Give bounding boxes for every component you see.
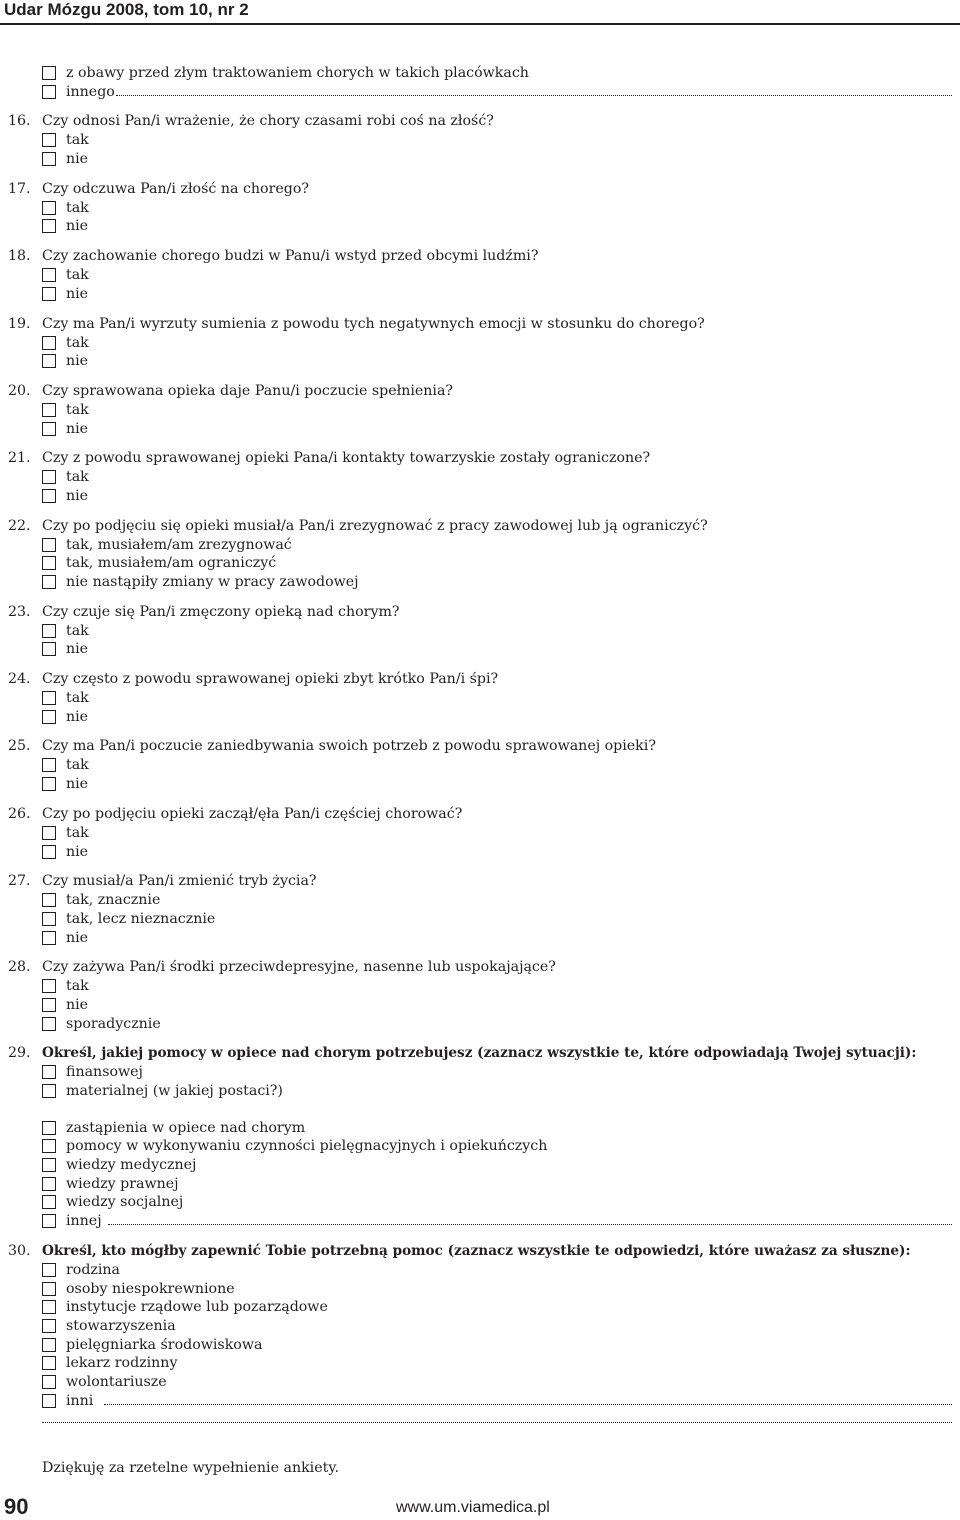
answer-option[interactable] [0,536,960,555]
option-label: pielęgniarka środowiskowa [66,1336,263,1353]
option-label: nie [66,843,89,860]
answer-option[interactable] [0,996,960,1015]
answer-option[interactable] [0,352,960,371]
option-label: nie [66,641,89,658]
question-26 [0,805,960,861]
question-22 [0,517,960,592]
option-label: instytucje rządowe lub pozarządowe [66,1299,328,1316]
option-label: wolontariusze [66,1373,167,1390]
answer-option[interactable] [0,217,960,236]
question-number: 29. [8,1045,31,1062]
question-19 [0,315,960,371]
checkbox[interactable] [42,152,56,166]
question-27 [0,872,960,947]
question-number: 23. [8,603,31,620]
option-label: nie [66,996,89,1013]
checkbox[interactable] [42,1084,56,1098]
option-label: materialnej (w jakiej postaci?) [66,1083,283,1099]
answer-option[interactable] [0,64,960,83]
option-label: pomocy w wykonywaniu czynności pielęgnacyjnych i opiekuńczych [66,1138,548,1155]
option-label: finansowej [66,1064,143,1081]
checkbox[interactable] [42,422,56,436]
checkbox[interactable] [42,1158,56,1172]
answer-option[interactable] [0,1063,960,1082]
question-line [0,315,960,334]
checkbox[interactable] [42,691,56,705]
answer-option[interactable] [0,1015,960,1034]
option-label: tak [66,690,89,707]
question-line [0,382,960,401]
journal-title: Udar Mózgu 2008, tom 10, nr 2 [4,0,249,19]
checkbox[interactable] [42,1177,56,1191]
page-header [0,0,960,24]
question-number: 18. [8,248,31,265]
checkbox[interactable] [42,470,56,484]
checkbox[interactable] [42,1375,56,1389]
answer-option[interactable] [0,1373,960,1392]
checkbox[interactable] [42,66,56,80]
question-line [0,112,960,131]
answer-option[interactable] [0,1354,960,1373]
option-label: tak [66,622,89,639]
question-text: Czy często z powodu sprawowanej opieki zbyt krótko Pan/i śpi? [42,671,499,688]
checkbox[interactable] [42,403,56,417]
answer-option[interactable] [0,150,960,169]
answer-option[interactable] [0,775,960,794]
checkbox[interactable] [42,998,56,1012]
answer-option[interactable] [0,199,960,218]
checkbox[interactable] [42,354,56,368]
question-line [0,449,960,468]
checkbox[interactable] [42,1394,56,1408]
option-label: nie [66,285,89,302]
thanks-note: Dziękuję za rzetelne wypełnienie ankiety. [42,1460,339,1476]
answer-option[interactable] [0,131,960,150]
answer-option[interactable] [0,1392,960,1411]
checkbox[interactable] [42,489,56,503]
question-text: Czy zażywa Pan/i środki przeciwdepresyjne, nasenne lub uspokajające? [42,959,556,976]
question-number: 20. [8,382,31,399]
option-label: nie [66,151,89,168]
dotted-answer-line[interactable] [116,95,952,96]
option-label: tak, znacznie [66,892,161,909]
question-20 [0,382,960,438]
answer-option[interactable] [0,689,960,708]
answer-option[interactable] [0,1193,960,1212]
question-25 [0,737,960,793]
answer-option[interactable] [0,1156,960,1175]
option-label: inni [66,1392,94,1409]
option-label: sporadycznie [66,1015,161,1032]
option-label: zastąpienia w opiece nad chorym [66,1119,306,1136]
option-label: nie [66,487,89,504]
answer-option[interactable] [0,708,960,727]
dotted-answer-line[interactable] [104,1404,952,1405]
option-label: nie nastąpiły zmiany w pracy zawodowej [66,574,359,590]
header-rule [0,23,960,25]
checkbox[interactable] [42,1139,56,1153]
question-text: Określ, kto mógłby zapewnić Tobie potrzebną pomoc (zaznacz wszystkie te odpowiedzi, które uważasz za słuszne): [42,1242,911,1259]
checkbox[interactable] [42,268,56,282]
question-text: Czy odnosi Pan/i wrażenie, że chory czasami robi coś na złość? [42,113,494,130]
option-label: tak [66,199,89,216]
checkbox[interactable] [42,1065,56,1079]
checkbox[interactable] [42,912,56,926]
checkbox[interactable] [42,85,56,99]
answer-option[interactable] [0,554,960,573]
question-28 [0,958,960,1033]
question-line [0,958,960,977]
question-text: Czy musiał/a Pan/i zmienić tryb życia? [42,873,317,890]
question-number: 30. [8,1242,31,1259]
question-number: 16. [8,113,31,130]
question-number: 24. [8,671,31,688]
question-17 [0,180,960,236]
option-label: z obawy przed złym traktowaniem chorych w takich placówkach [66,65,529,81]
dotted-answer-line-extra[interactable] [0,1410,960,1429]
checkbox[interactable] [42,1121,56,1135]
question-number: 27. [8,873,31,890]
checkbox[interactable] [42,219,56,233]
answer-option[interactable] [0,977,960,996]
question-line [0,737,960,756]
option-label: wiedzy medycznej [66,1157,197,1174]
option-label: innej [66,1213,102,1230]
answer-option[interactable] [0,1137,960,1156]
option-label: lekarz rodzinny [66,1355,178,1372]
question-text: Czy czuje się Pan/i zmęczony opieką nad chorym? [42,603,400,620]
question-text: Czy ma Pan/i wyrzuty sumienia z powodu tych negatywnych emocji w stosunku do chorego? [42,315,705,332]
checkbox[interactable] [42,556,56,570]
answer-option[interactable] [0,401,960,420]
option-label: tak [66,757,89,774]
checkbox[interactable] [42,201,56,215]
question-line [0,603,960,622]
option-label: tak [66,132,89,149]
question-line [0,247,960,266]
option-label: nie [66,776,89,793]
checkbox[interactable] [42,575,56,589]
answer-option[interactable] [0,1280,960,1299]
checkbox[interactable] [42,336,56,350]
option-label: osoby niespokrewnione [66,1280,235,1297]
answer-option[interactable] [0,83,960,102]
answer-option[interactable] [0,756,960,775]
option-label: tak [66,334,89,351]
question-text: Czy po podjęciu opieki zaczął/ęła Pan/i częściej chorować? [42,805,463,822]
option-label: tak, musiałem/am zrezygnować [66,536,292,553]
checkbox[interactable] [42,758,56,772]
answer-option[interactable] [0,843,960,862]
question-line [0,1044,960,1063]
checkbox[interactable] [42,1214,56,1228]
option-label: tak [66,469,89,486]
question-number: 17. [8,180,31,197]
option-label: nie [66,708,89,725]
answer-option[interactable] [0,910,960,929]
dotted-answer-line[interactable] [42,1422,952,1423]
answer-option[interactable] [0,1261,960,1280]
answer-option[interactable] [0,1212,960,1231]
question-text: Czy odczuwa Pan/i złość na chorego? [42,180,309,197]
answer-option[interactable] [0,640,960,659]
question-16 [0,112,960,168]
question-18 [0,247,960,303]
checkbox[interactable] [42,1338,56,1352]
question-text: Czy ma Pan/i poczucie zaniedbywania swoich potrzeb z powodu sprawowanej opieki? [42,738,656,755]
question-30 [0,1242,960,1429]
option-label: tak [66,824,89,841]
answer-option[interactable] [0,891,960,910]
option-label: rodzina [66,1261,121,1278]
question-21 [0,449,960,505]
answer-space [0,1101,960,1119]
checkbox[interactable] [42,1195,56,1209]
question-number: 26. [8,805,31,822]
dotted-answer-line[interactable] [108,1224,952,1225]
option-label: wiedzy socjalnej [66,1194,184,1211]
answer-option[interactable] [0,929,960,948]
option-label: innego [66,83,115,100]
option-label: stowarzyszenia [66,1317,176,1334]
answer-option[interactable] [0,1082,960,1101]
question-text: Określ, jakiej pomocy w opiece nad chorym potrzebujesz (zaznacz wszystkie te, które odpowiadają Twojej sytuacji): [42,1045,917,1062]
checkbox[interactable] [42,1017,56,1031]
question-line [0,517,960,536]
answer-option[interactable] [0,334,960,353]
question-text: Czy sprawowana opieka daje Panu/i poczucie spełnienia? [42,382,454,399]
checkbox[interactable] [42,1300,56,1314]
answer-option[interactable] [0,487,960,506]
answer-option[interactable] [0,1298,960,1317]
answer-option[interactable] [0,285,960,304]
question-number: 25. [8,738,31,755]
answer-option[interactable] [0,824,960,843]
checkbox[interactable] [42,710,56,724]
checkbox[interactable] [42,893,56,907]
option-label: nie [66,420,89,437]
option-label: nie [66,929,89,946]
question-line [0,872,960,891]
checkbox[interactable] [42,624,56,638]
question-number: 22. [8,517,31,534]
question-number: 21. [8,450,31,467]
option-label: tak, musiałem/am ograniczyć [66,555,277,572]
answer-option[interactable] [0,1175,960,1194]
question-number: 19. [8,315,31,332]
footer-url: www.um.viamedica.pl [396,1499,550,1516]
checkbox[interactable] [42,1282,56,1296]
question-text: Czy zachowanie chorego budzi w Panu/i wstyd przed obcymi ludźmi? [42,248,539,265]
intro-options [0,64,960,101]
question-text: Czy z powodu sprawowanej opieki Pana/i kontakty towarzyskie zostały ograniczone? [42,450,651,467]
checkbox[interactable] [42,1319,56,1333]
checkbox[interactable] [42,979,56,993]
option-label: tak [66,401,89,418]
question-line [0,670,960,689]
checkbox[interactable] [42,287,56,301]
questionnaire-body [0,64,960,1440]
answer-option[interactable] [0,1119,960,1138]
question-line [0,1242,960,1261]
question-text: Czy po podjęciu się opieki musiał/a Pan/i zrezygnować z pracy zawodowej lub ją ograniczyć? [42,517,708,534]
option-label: tak [66,267,89,284]
question-line [0,805,960,824]
answer-option[interactable] [0,1317,960,1336]
option-label: nie [66,218,89,235]
question-24 [0,670,960,726]
checkbox[interactable] [42,1356,56,1370]
answer-option[interactable] [0,266,960,285]
checkbox[interactable] [42,826,56,840]
answer-option[interactable] [0,1336,960,1355]
question-23 [0,603,960,659]
checkbox[interactable] [42,133,56,147]
checkbox[interactable] [42,777,56,791]
answer-option[interactable] [0,622,960,641]
checkbox[interactable] [42,931,56,945]
question-29 [0,1044,960,1231]
checkbox[interactable] [42,1263,56,1277]
option-label: wiedzy prawnej [66,1175,179,1192]
option-label: nie [66,353,89,370]
checkbox[interactable] [42,845,56,859]
checkbox[interactable] [42,642,56,656]
answer-option[interactable] [0,468,960,487]
checkbox[interactable] [42,538,56,552]
answer-option[interactable] [0,573,960,592]
option-label: tak, lecz nieznacznie [66,910,216,927]
page-number: 90 [4,1494,29,1519]
answer-option[interactable] [0,420,960,439]
option-label: tak [66,978,89,995]
question-number: 28. [8,959,31,976]
question-line [0,180,960,199]
